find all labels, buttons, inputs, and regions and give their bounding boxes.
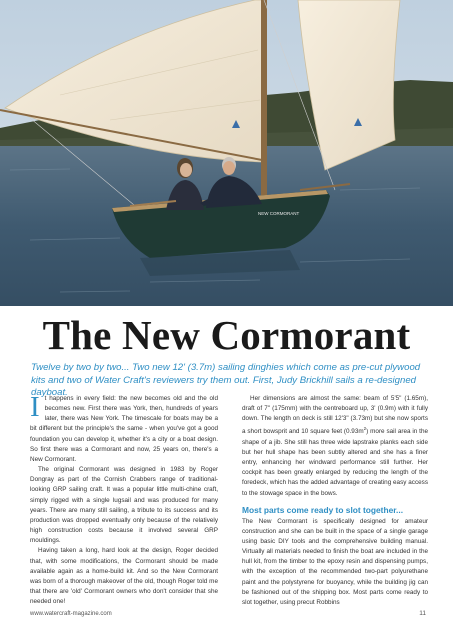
body-paragraph: The New Cormorant is specifically designed for amateur construction and she can be built in the space of a single garage using basic DIY tools and the comprehensive building manual. Virtually all materials needed to finish the boat are included in the hull kit, from the timber to the epoxy resin and dispensing pumps, with the exception of the recommended two-part polyurethane paint and the polystyrene for buoyancy, while the building jig can be fashioned out of the shipping box. Most parts come ready to slot together, using precut Robbins	[242, 517, 428, 606]
body-paragraph-text: t happens in every field: the new becomes old and the old becomes new. First there was York, then, hundreds of years later, there was New York. The timescale for boats may be a bit different but the principle's the same - when you've got a good foundation you can develop it, whether it's a city or a boat design. So first there was a Cormorant and now, 25 years on, there's a New Cormorant.	[30, 395, 218, 463]
superscript: 2	[363, 426, 367, 432]
page-number: 11	[419, 610, 426, 617]
body-paragraph-text: ) more sail area in the shape of a jib. She still has three wide lapstrake planks each side but her hull shape has been subtly altered and she has a finer entry, enhancing her windward performance still further. Her cockpit has been greatly enlarged by reducing the length of the foredeck, which has the added advantage of creating easy access to the stowage space in the bows.	[242, 428, 428, 497]
footer-url[interactable]: www.watercraft-magazine.com	[30, 611, 112, 617]
article-column-left	[30, 391, 218, 607]
body-paragraph: The original Cormorant was designed in 1983 by Roger Dongray as part of the Cornish Crabbers range of traditional-looking GRP sailing craft. It was a popular little multi-chine craft, simply rigged with a single lugsail and was produced for many years. There are many still sailing, a tribute to its success and its production was dropped eventually only because of the relatively high construction costs because it involved several GRP mouldings.	[30, 466, 218, 545]
body-paragraph	[30, 391, 218, 465]
article-standfirst: Twelve by two by two... Two new 12' (3.7m) sailing dinghies which come as pre-cut plywood kits and two of Water Craft's reviewers try them out. First, Judy Brickhill sails a re-designed dayboat.	[31, 362, 421, 398]
hull-name: NEW CORMORANT	[258, 211, 300, 216]
subheading: Most parts come ready to slot together...	[242, 504, 404, 515]
body-paragraph: Having taken a long, hard look at the design, Roger decided that, with some modifications, the Cormorant should be made available again as a home-build kit. And so the New Cormorant was born of a thorough makeover of the old, though Roger told me that there are 'old' Cormorant owners who don't consider that she needed one!	[30, 547, 218, 606]
body-paragraph	[242, 394, 428, 499]
sailing-photo	[0, 0, 453, 306]
article-title: The New Cormorant	[42, 312, 411, 358]
drop-cap: I	[30, 391, 40, 423]
body-paragraph-text: Her dimensions are almost the same: beam of 5'5" (1.65m), draft of 7" (175mm) with the centreboard up, 3' (0.9m) with it fully down. The length on deck is still 12'3" (3.73m) but she now sports a short bowsprit and 10 square feet (0.93m	[242, 395, 428, 436]
article-column-right	[242, 394, 428, 608]
